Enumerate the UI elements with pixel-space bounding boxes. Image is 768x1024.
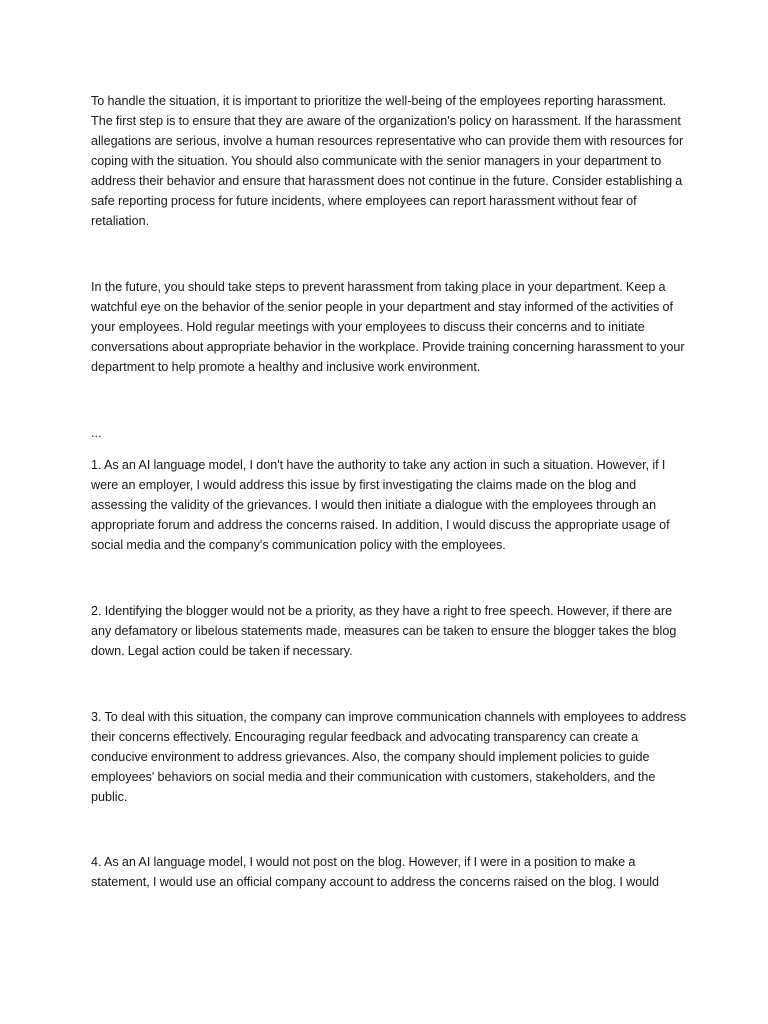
answer-1-paragraph: 1. As an AI language model, I don't have the authority to take any action in such a situation. However, if I were an employer, I would address this issue by first investigating the claims made on the blog and assessing the validity of the grievances. I would then initiate a dialogue with the employees through an appropriate forum and address the concerns raised. In addition, I would discuss the appropriate usage of social media and the company's communication policy with the employees. — [91, 458, 670, 552]
answer-3-paragraph: 3. To deal with this situation, the company can improve communication channels with employees to address their concerns effectively. Encouraging regular feedback and advocating transparency can create a conducive environment to address grievances. Also, the company should implement policies to guide employees' behaviors on social media and their communication with customers, stakeholders, and the public. — [91, 710, 687, 804]
paragraph-future-prevention: In the future, you should take steps to prevent harassment from taking place in your department. Keep a watchful eye on the behavior of the senior people in your department and stay informed of the activities of your employees. Hold regular meetings with your employees to discuss their concerns and to initiate conversations about appropriate behavior in the workplace. Provide training concerning harassment to your department to help promote a healthy and inclusive work environment. — [91, 280, 685, 374]
answer-2-paragraph: 2. Identifying the blogger would not be a priority, as they have a right to free speech. However, if there are any defamatory or libelous statements made, measures can be taken to ensure the blogger takes the blog down. Legal action could be taken if necessary. — [91, 604, 677, 658]
paragraph-handle-situation: To handle the situation, it is important to prioritize the well-being of the employees reporting harassment. The first step is to ensure that they are aware of the organization's policy on harassment. If the harassment allegations are serious, involve a human resources representative who can provide them with resources for coping with the situation. You should also communicate with the senior managers in your department to address their behavior and ensure that harassment does not continue in the future. Consider establishing a safe reporting process for future incidents, where employees can report harassment without fear of retaliation. — [91, 94, 684, 228]
answer-4-paragraph: 4. As an AI language model, I would not post on the blog. However, if I were in a position to make a statement, I would use an official company account to address the concerns raised on the blog. I would — [91, 855, 660, 889]
ellipsis-separator: ... — [91, 426, 102, 440]
